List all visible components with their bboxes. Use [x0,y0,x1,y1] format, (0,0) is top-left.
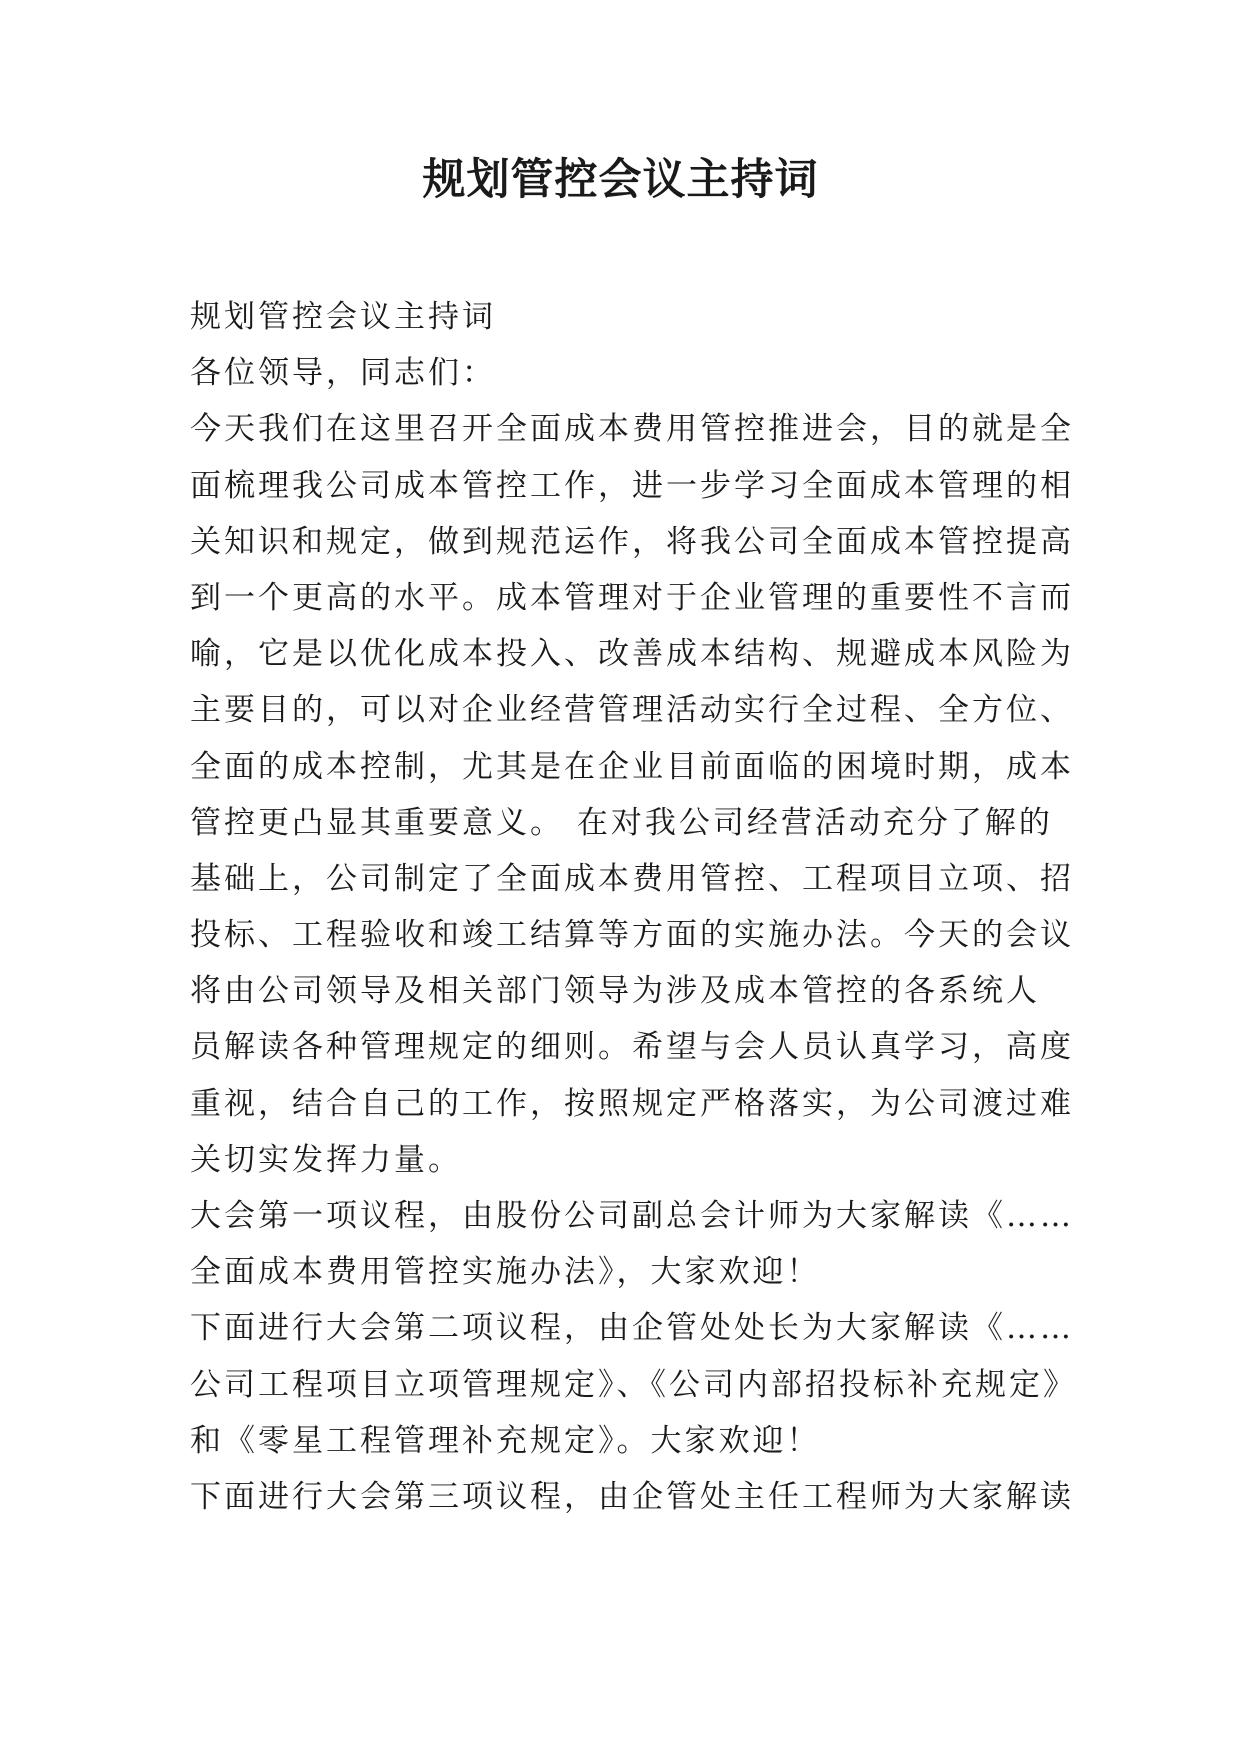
body-line: 全面成本费用管控实施办法》，大家欢迎！ [190,1254,821,1291]
document-body [190,289,1080,1525]
body-line: 面梳理我公司成本管控工作，进一步学习全面成本管理的相 [190,467,1074,504]
body-line: 各位领导，同志们： [190,355,496,392]
document-title: 规划管控会议主持词 [422,155,819,205]
body-line: 关知识和规定，做到规范运作，将我公司全面成本管控提高 [190,523,1074,560]
body-line: 主要目的，可以对企业经营管理活动实行全过程、全方位、 [190,692,1074,729]
body-line: 大会第一项议程，由股份公司副总会计师为大家解读《…… [190,1198,1074,1234]
body-line: 关切实发挥力量。 [190,1141,462,1178]
body-line: 将由公司领导及相关部门领导为涉及成本管控的各系统人 [190,973,1040,1010]
body-line: 全面的成本控制，尤其是在企业目前面临的困境时期，成本 [190,748,1074,785]
body-line: 公司工程项目立项管理规定》、《公司内部招投标补充规定》 [190,1366,1077,1403]
body-line: 今天我们在这里召开全面成本费用管控推进会，目的就是全 [190,411,1074,448]
body-line: 下面进行大会第二项议程，由企管处处长为大家解读《…… [190,1310,1074,1347]
body-line: 投标、工程验收和竣工结算等方面的实施办法。今天的会议 [190,917,1074,954]
body-line: 喻，它是以优化成本投入、改善成本结构、规避成本风险为 [190,636,1074,673]
body-line: 到一个更高的水平。成本管理对于企业管理的重要性不言而 [190,579,1074,616]
body-line: 规划管控会议主持词 [190,299,496,335]
body-line: 管控更凸显其重要意义。 在对我公司经营活动充分了解的 [190,804,1053,841]
body-line: 下面进行大会第三项议程，由企管处主任工程师为大家解读 [190,1478,1074,1515]
body-line: 基础上，公司制定了全面成本费用管控、工程项目立项、招 [190,860,1074,897]
body-line: 和《零星工程管理补充规定》。大家欢迎！ [190,1422,821,1459]
body-line: 重视，结合自己的工作，按照规定严格落实，为公司渡过难 [190,1085,1074,1122]
body-line: 员解读各种管理规定的细则。希望与会人员认真学习，高度 [190,1029,1074,1066]
